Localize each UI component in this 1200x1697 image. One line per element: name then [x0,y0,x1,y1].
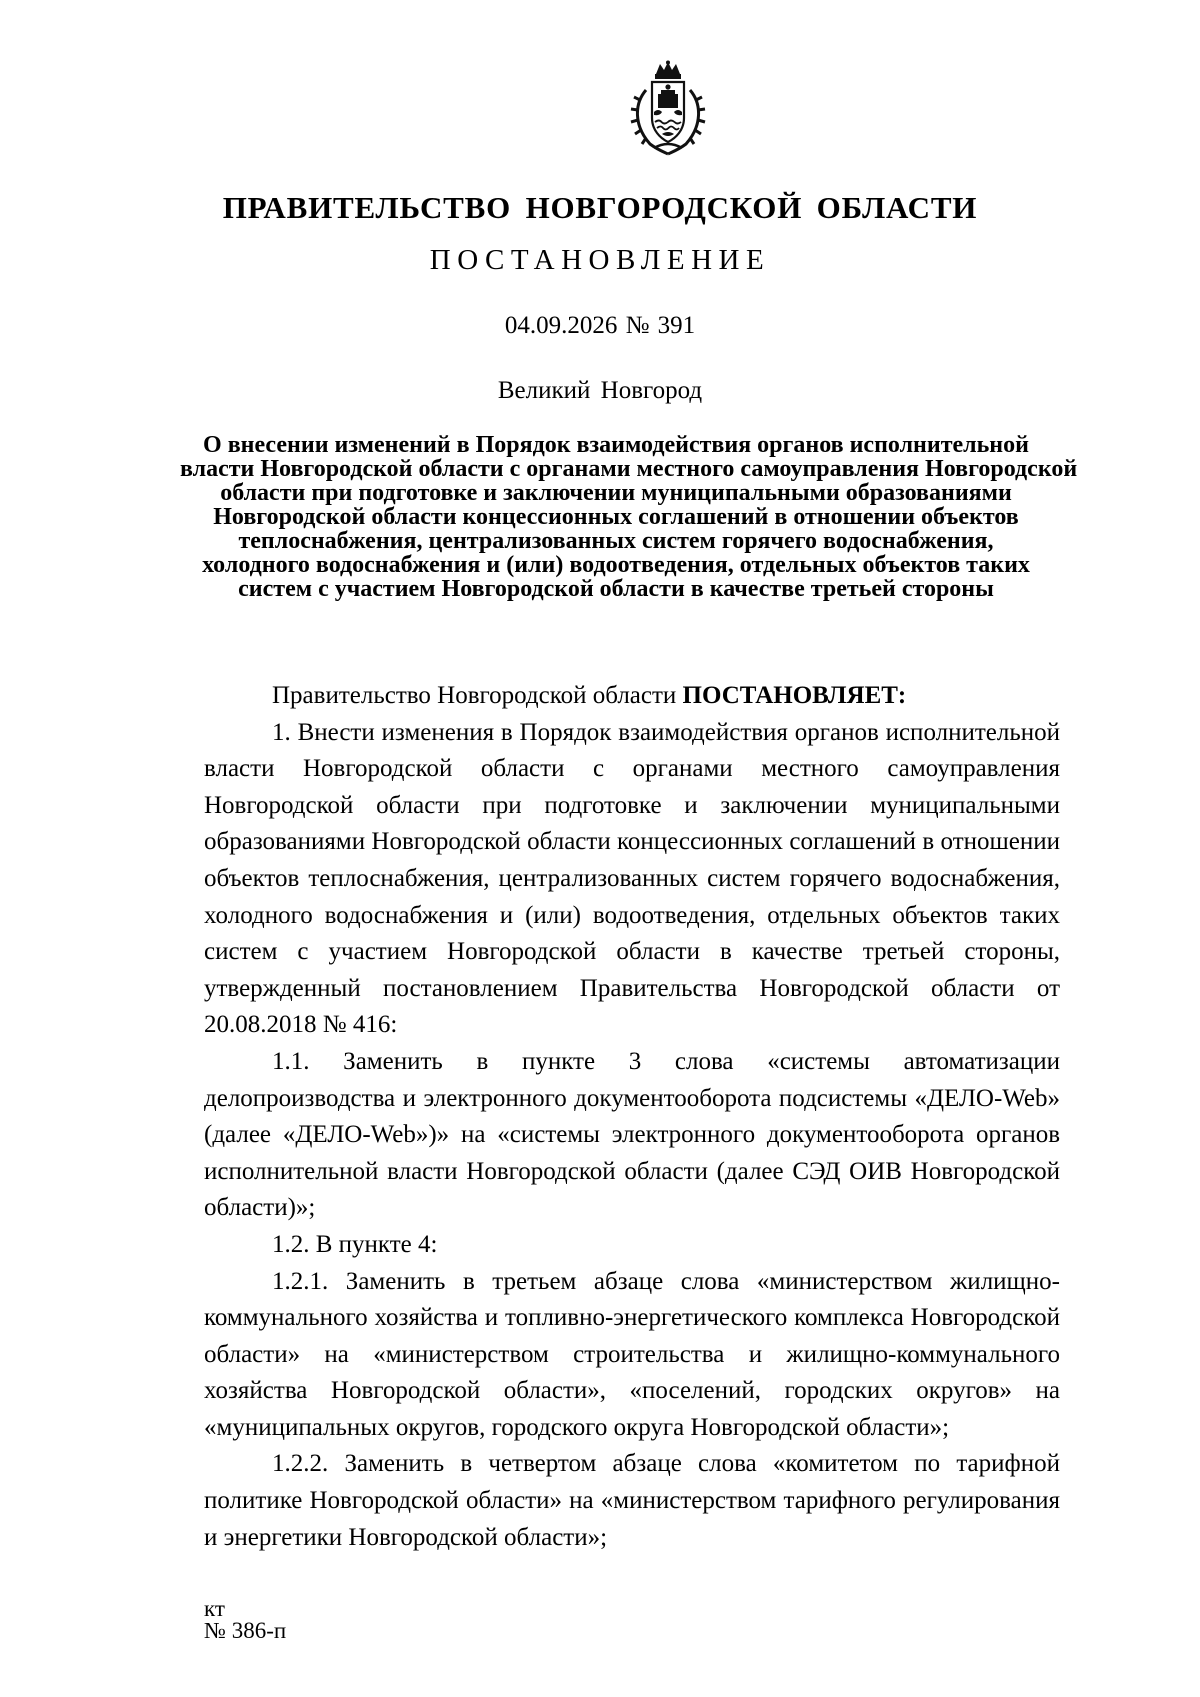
subject-line: холодного водоснабжения и (или) водоотведения, отдельных объектов таких [202,552,1030,578]
document-type: ПОСТАНОВЛЕНИЕ [429,244,771,276]
subject-line: теплоснабжения, централизованных систем горячего водоснабжения, [238,528,994,554]
date-and-number: 04.09.2026 № 391 [504,312,696,339]
subject-line: Новгородской области концессионных соглашений в отношении объектов [213,504,1019,530]
decree-verb: ПОСТАНОВЛЯЕТ: [682,682,907,709]
paragraph-1-1: 1.1. Заменить в пункте 3 слова «системы автоматизации делопроизводства и электронного документооборота подсистемы «ДЕЛО-Web» (далее «ДЕЛО-Web»)» на «системы электронного документооборота органов исполнительной власти Новгородской области (далее СЭД ОИВ Новгородской области)»; [204,1047,1060,1222]
subject-line: систем с участием Новгородской области в качестве третьей стороны [238,576,994,602]
subject-line: О внесении изменений в Порядок взаимодействия органов исполнительной [203,432,1029,458]
document-body [204,678,1060,1556]
subject-line: области при подготовке и заключении муниципальными образованиями [220,480,1012,506]
paragraph-1-2: 1.2. В пункте 4: [272,1230,438,1258]
novgorod-coat-of-arms-icon [628,60,708,156]
paragraph-1-2-2: 1.2.2. Заменить в четвертом абзаце слова «комитетом по тарифной политике Новгородской области» на «министерством тарифного регулирования и энергетики Новгородской области»; [204,1450,1060,1551]
draft-number: № 386-п [204,1618,287,1643]
decree-lead: Правительство Новгородской области [272,682,683,709]
decree-statement [204,678,1060,715]
city-name: Великий Новгород [497,377,703,404]
executor-initials: кт [204,1596,225,1621]
paragraph-1: 1. Внести изменения в Порядок взаимодействия органов исполнительной власти Новгородской области с органами местного самоуправления Новгородской области при подготовке и заключении муниципальными образованиями Новгородской области концессионных соглашений в отношении объектов теплоснабжения, централизованных систем горячего водоснабжения, холодного водоснабжения и (или) водоотведения, отдельных объектов таких систем с участием Новгородской области в качестве третьей стороны, утвержденный постановлением Правительства Новгородской области от 20.08.2018 № 416: [204,718,1060,1039]
subject-line: власти Новгородской области с органами местного самоуправления Новгородской [180,456,1078,482]
document-code [204,1598,286,1642]
government-title: ПРАВИТЕЛЬСТВО НОВГОРОДСКОЙ ОБЛАСТИ [222,190,978,225]
document-subject [180,432,1078,602]
paragraph-1-2-1: 1.2.1. Заменить в третьем абзаце слова «министерством жилищно-коммунального хозяйства и топливно-энергетического комплекса Новгородской области» на «министерством строительства и жилищно-коммунального хозяйства Новгородской области», «поселений, городских округов» на «муниципальных округов, городского округа Новгородской области»; [204,1267,1060,1441]
